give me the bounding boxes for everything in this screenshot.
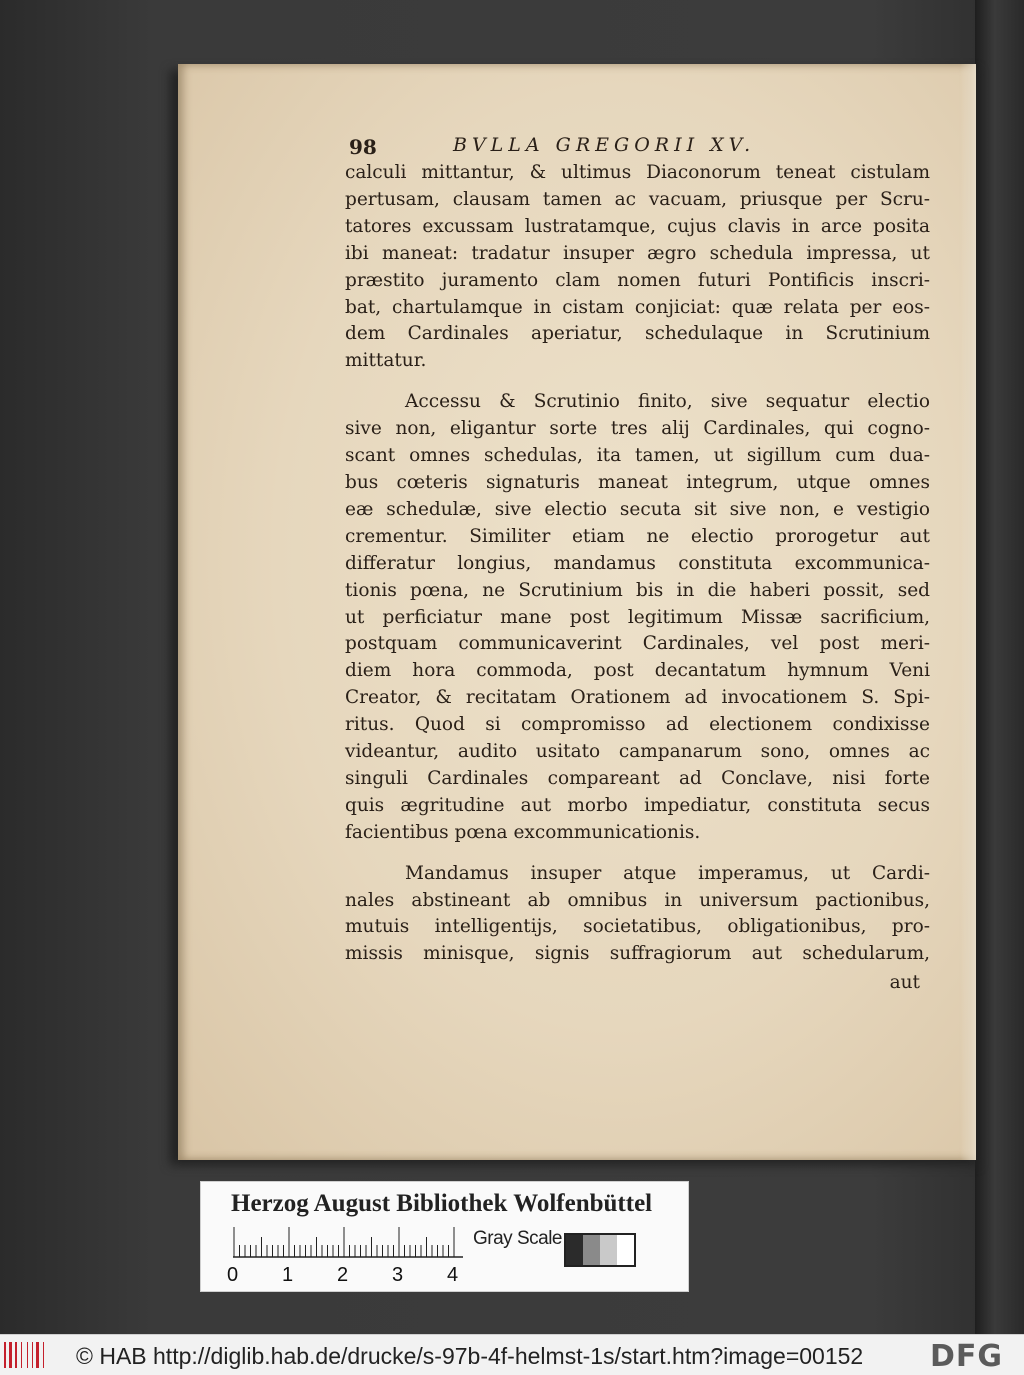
ruler-icon: [233, 1226, 463, 1258]
copyright-url: © HAB http://diglib.hab.de/drucke/s-97b-4f-helmst-1s/start.htm?image=00152: [76, 1343, 864, 1369]
library-name: Herzog August Bibliothek Wolfenbüttel: [231, 1190, 653, 1217]
ruler-labels: [227, 1264, 467, 1288]
gray-swatch: [583, 1235, 600, 1265]
text-line: pertusam, clausam tamen ac vacuam, priusque per Scru-: [345, 188, 930, 210]
text-line: dem Cardinales aperiatur, schedulaque in Scrutinium: [345, 323, 930, 345]
text-line: ut perficiatur mane post legitimum Missæ sacrificium,: [345, 606, 930, 628]
text-line: videantur, audito usitato campanarum sono, omnes ac: [345, 741, 930, 763]
catchword: aut: [889, 972, 920, 994]
gray-scale-label: Gray Scale: [473, 1228, 562, 1249]
text-line: eæ schedulæ, sive electio secuta sit sive non, e vestigio: [345, 498, 930, 520]
text-line: tatores excussam lustratamque, cujus clavis in arce posita: [345, 215, 930, 237]
footer-bar: [0, 1334, 1024, 1375]
color-scale-card: [200, 1181, 689, 1292]
text-line: facientibus pœna excommunicationis.: [345, 821, 701, 843]
paragraph-3: [345, 861, 930, 969]
ruler-label: 2: [337, 1264, 349, 1286]
page-header: [345, 132, 930, 160]
text-line: sive non, eligantur sorte tres alij Cardinales, qui cogno-: [345, 418, 930, 440]
text-line: ibi maneat: tradatur insuper ægro schedula impressa, ut: [345, 242, 930, 264]
text-line: singuli Cardinales compareant ad Conclave, nisi forte: [345, 767, 930, 789]
text-line: tionis pœna, ne Scrutinium bis in die haberi possit, sed: [345, 579, 930, 601]
text-line: bat, chartulamque in cistam conjiciat: quæ relata per eos-: [345, 296, 930, 318]
ruler-label: 0: [227, 1264, 239, 1286]
text-line: mutuis intelligentijs, societatibus, obligationibus, pro-: [345, 916, 930, 938]
gray-swatch: [566, 1235, 583, 1265]
running-head: BVLLA GREGORII XV.: [453, 134, 756, 156]
ruler-label: 1: [282, 1264, 294, 1286]
text-line: Accessu & Scrutinio finito, sive sequatur electio: [405, 391, 930, 413]
paragraph-2: [345, 389, 930, 846]
text-line: quis ægritudine aut morbo impediatur, constituta secus: [345, 794, 930, 816]
text-line: diem hora commoda, post decantatum hymnum Veni: [345, 660, 930, 682]
book-board-edge: [975, 0, 1024, 1334]
page-number: 98: [349, 135, 377, 159]
ruler-label: 3: [392, 1264, 404, 1286]
text-line: scant omnes schedulas, ita tamen, ut sigillum cum dua-: [345, 445, 930, 467]
text-line: postquam communicaverint Cardinales, vel post meri-: [345, 633, 930, 655]
text-line: præstito juramento clam nomen futuri Pontificis inscri-: [345, 269, 930, 291]
text-line: calculi mittantur, & ultimus Diaconorum teneat cistulam: [345, 162, 930, 183]
text-line: differatur longius, mandamus constituta excommunica-: [345, 552, 930, 574]
gray-scale-swatches: [564, 1233, 636, 1267]
gray-swatch: [600, 1235, 617, 1265]
text-line: ritus. Quod si compromisso ad electionem condixisse: [345, 714, 930, 736]
page-fold-highlight: [960, 64, 976, 1160]
text-line: nales abstineant ab omnibus in universum pactionibus,: [345, 889, 930, 911]
text-line: crementur. Similiter etiam ne electio prorogetur aut: [345, 525, 930, 547]
page-text: [345, 132, 930, 997]
paragraph-1: [345, 160, 930, 375]
dfg-logo: DFG: [930, 1339, 1004, 1374]
text-line: Mandamus insuper atque imperamus, ut Cardi-: [405, 862, 930, 884]
gray-swatch: [617, 1235, 634, 1265]
text-line: Creator, & recitatam Orationem ad invocationem S. Spi-: [345, 687, 930, 709]
barcode-icon: [4, 1342, 48, 1368]
ruler-label: 4: [447, 1264, 459, 1286]
text-line: mittatur.: [345, 350, 427, 372]
text-line: bus cœteris signaturis maneat integrum, utque omnes: [345, 471, 930, 493]
text-line: missis minisque, signis suffragiorum aut schedularum,: [345, 943, 930, 965]
